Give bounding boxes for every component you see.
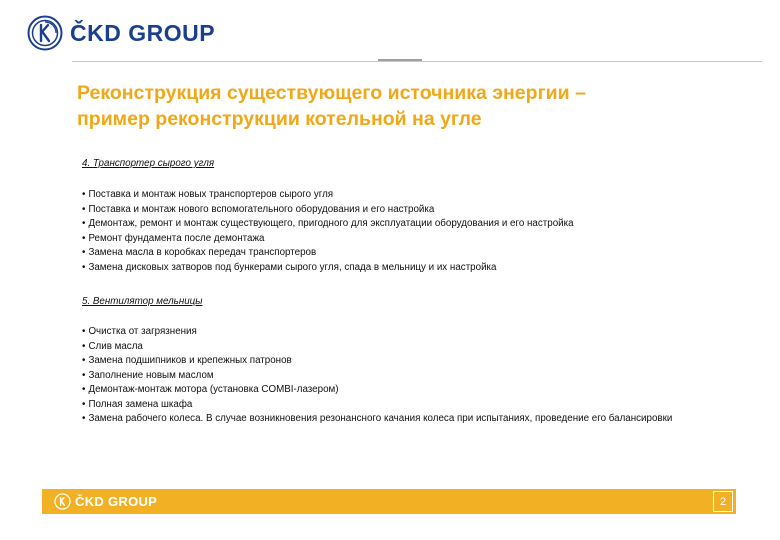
slide-title-line-2: пример реконструкции котельной на угле	[77, 108, 482, 130]
list-item: • Замена дисковых затворов под бункерами сырого угля, спада в мельницу и их настройка	[82, 261, 497, 273]
page-number: 2	[713, 491, 733, 512]
footer-logo	[54, 493, 157, 510]
ckd-emblem-icon	[54, 493, 71, 510]
list-item: • Поставка и монтаж нового вспомогательного оборудования и его настройка	[82, 203, 435, 215]
list-item: • Демонтаж-монтаж мотора (установка COMBI-лазером)	[82, 384, 339, 395]
list-item: • Заполнение новым маслом	[82, 369, 214, 381]
header-divider-accent	[378, 59, 422, 61]
list-item: • Замена подшипников и крепежных патронов	[82, 355, 292, 366]
slide-title	[77, 80, 737, 132]
footer-bar	[42, 489, 736, 514]
list-item: • Замена масла в коробках передач транспортеров	[82, 247, 317, 258]
list-item: • Слив масла	[82, 340, 143, 352]
header-divider	[72, 61, 762, 62]
header-logo	[27, 15, 215, 51]
footer-logo-text: ČKD GROUP	[75, 494, 158, 509]
ckd-emblem-icon	[27, 15, 63, 51]
list-item: • Полная замена шкафа	[82, 398, 193, 410]
list-item: • Замена рабочего колеса. В случае возникновения резонансного качания колеса при испытаниях, проведение его балансировки	[82, 413, 673, 424]
header-logo-text: ČKD GROUP	[70, 19, 216, 46]
section-heading-coal-conveyor: 4. Транспортер сырого угля	[82, 158, 215, 169]
list-item: • Очистка от загрязнения	[82, 326, 197, 337]
list-item: • Ремонт фундамента после демонтажа	[82, 232, 265, 244]
list-item: • Поставка и монтаж новых транспортеров сырого угля	[82, 189, 334, 200]
list-item: • Демонтаж, ремонт и монтаж существующего, пригодного для эксплуатации оборудования и его настройка	[82, 218, 574, 229]
section-heading-mill-fan: 5. Вентилятор мельницы	[82, 296, 203, 307]
slide-content	[82, 157, 742, 427]
slide-title-line-1: Реконструкция существующего источника энергии –	[77, 82, 586, 104]
mill-fan-list	[82, 325, 742, 427]
coal-conveyor-list	[82, 188, 742, 275]
